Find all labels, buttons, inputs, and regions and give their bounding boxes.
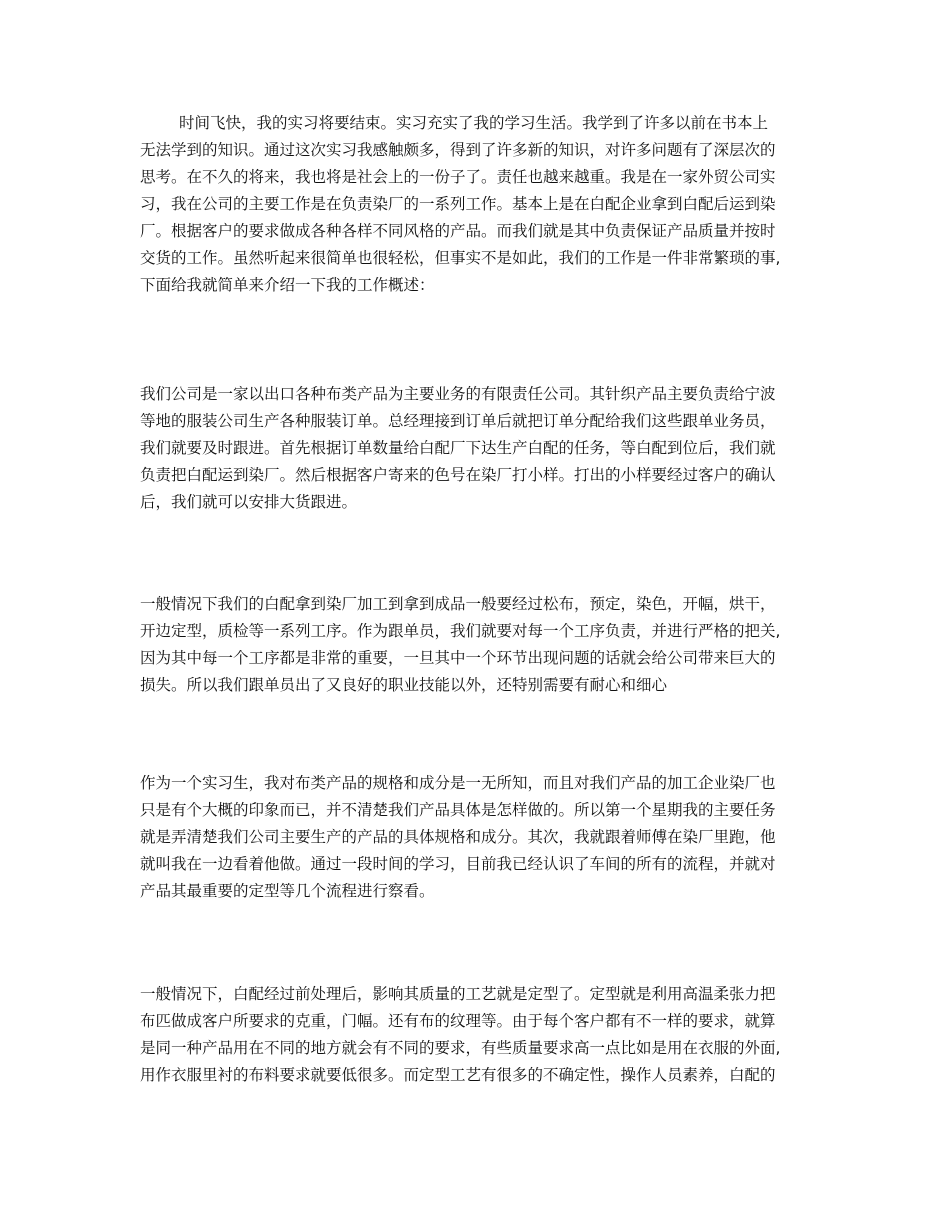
text-line: 只是有个大概的印象而已，并不清楚我们产品具体是怎样做的。所以第一个星期我的主要任务 xyxy=(140,801,776,819)
text-line: 无法学到的知识。通过这次实习我感触颇多，得到了许多新的知识，对许多问题有了深层次的 xyxy=(140,141,776,159)
text-line: 损失。所以我们跟单员出了又良好的职业技能以外，还特别需要有耐心和细心 xyxy=(140,676,668,694)
paragraph-intro xyxy=(140,110,820,299)
paragraph-process xyxy=(140,591,820,699)
text-line: 就叫我在一边看着他做。通过一段时间的学习，目前我已经认识了车间的所有的流程，并就对 xyxy=(140,855,776,873)
text-line: 交货的工作。虽然听起来很简单也很轻松，但事实不是如此，我们的工作是一件非常繁琐的事, xyxy=(140,249,781,267)
text-line: 一般情况下我们的白配拿到染厂加工到拿到成品一般要经过松布，预定，染色，开幅，烘干， xyxy=(140,595,776,613)
text-line: 作为一个实习生，我对布类产品的规格和成分是一无所知，而且对我们产品的加工企业染厂也 xyxy=(140,774,776,792)
text-line: 等地的服装公司生产各种服装订单。总经理接到订单后就把订单分配给我们这些跟单业务员， xyxy=(140,412,776,430)
text-line: 产品其最重要的定型等几个流程进行察看。 xyxy=(140,882,435,900)
text-line: 我们就要及时跟进。首先根据订单数量给白配厂下达生产白配的任务，等白配到位后，我们就 xyxy=(140,439,776,457)
text-line: 用作衣服里衬的布料要求就要低很多。而定型工艺有很多的不确定性，操作人员素养，白配的 xyxy=(140,1066,776,1084)
text-line: 是同一种产品用在不同的地方就会有不同的要求，有些质量要求高一点比如是用在衣服的外面, xyxy=(140,1039,781,1057)
paragraph-intern xyxy=(140,770,820,905)
text-line: 我们公司是一家以出口各种布类产品为主要业务的有限责任公司。其针织产品主要负责给宁波 xyxy=(140,385,776,403)
text-line: 因为其中每一个工序都是非常的重要，一旦其中一个环节出现问题的话就会给公司带来巨大的 xyxy=(140,649,776,667)
text-line: 布匹做成客户所要求的克重，门幅。还有布的纹理等。由于每个客户都有不一样的要求，就算 xyxy=(140,1012,776,1030)
text-line: 习，我在公司的主要工作是在负责染厂的一系列工作。基本上是在白配企业拿到白配后运到染 xyxy=(140,195,776,213)
text-line: 就是弄清楚我们公司主要生产的产品的具体规格和成分。其次，我就跟着师傅在染厂里跑，他 xyxy=(140,828,776,846)
text-line: 思考。在不久的将来，我也将是社会上的一份子了。责任也越来越重。我是在一家外贸公司实 xyxy=(140,168,776,186)
text-line: 时间飞快，我的实习将要结束。实习充实了我的学习生活。我学到了许多以前在书本上 xyxy=(179,114,769,132)
text-line: 厂。根据客户的要求做成各种各样不同风格的产品。而我们就是其中负责保证产品质量并按时 xyxy=(140,222,776,240)
paragraph-setting xyxy=(140,981,820,1089)
paragraph-company xyxy=(140,381,820,516)
text-line: 负责把白配运到染厂。然后根据客户寄来的色号在染厂打小样。打出的小样要经过客户的确认 xyxy=(140,466,776,484)
text-line: 开边定型，质检等一系列工序。作为跟单员，我们就要对每一个工序负责，并进行严格的把关, xyxy=(140,622,781,640)
text-line: 一般情况下，白配经过前处理后，影响其质量的工艺就是定型了。定型就是利用高温柔张力把 xyxy=(140,985,776,1003)
text-line: 下面给我就简单来介绍一下我的工作概述： xyxy=(140,276,435,294)
text-line: 后，我们就可以安排大货跟进。 xyxy=(140,493,358,511)
